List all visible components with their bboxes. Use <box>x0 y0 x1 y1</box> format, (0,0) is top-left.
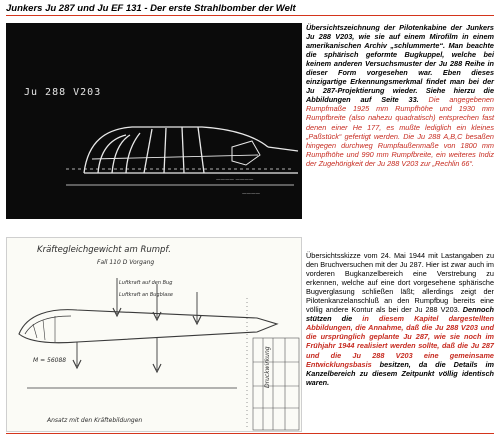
drawing-label: Ju 288 V203 <box>24 87 102 98</box>
microfilm-drawing-image <box>6 23 302 219</box>
header-rule <box>6 15 494 16</box>
caption-lower-plain: Übersichtsskizze vom 24. Mai 1944 mit Lastangaben zu den Bruchversuchen mit der Ju 287. Hier ist zwar auch im vorderen Bugkanzelbereich eine Verstrebung zu erkennen, welche auf eine dort vorgesehene sphärische Bugverglasung schließen läßt; allerdings zeigt der Pilotenkanzelanschluß an den Rumpfbug bereits eine völlig andere Kontur als bei der Ju 288 V203. <box>306 251 494 315</box>
diagram-side-note: Druckwirkung <box>264 346 271 388</box>
caption-upper-bold: Übersichtszeichnung der Pilotenkabine der Junkers Ju 288 V203, wie sie auf einem Mirofilm in einem amerikanischen Archiv „schlummerte“. Man beachte die sphärisch geformte Bugkuppel, welche bei keinem anderen Versuchsmuster der Ju 288 Reihe in dieser Form vorgesehen war. Eben dieses einzigartige Erkennungsmerkmal findet man bei der Ju 287-Projektierung wieder. Siehe hierzu die Abbildungen auf Seite 33. <box>306 23 494 105</box>
svg-text:———— ————: ———— ———— <box>216 178 254 183</box>
diagram-bottom-note: Ansatz mit den Kräftebildungen <box>47 417 143 424</box>
diagram-annotation-2: Luftkraft an Bugblase <box>119 292 173 298</box>
caption-upper-red: Die angegebenen Rumpfmaße 1925 mm Rumpfhöhe und 1930 mm Rumpfbreite (also nahezu quadratisch) entsprechen fast denen einer He 177, es mußte lediglich ein kleines „Paßstück“ gefertigt werden. Die Ju 288 A,B,C besaßen hingegen durchweg Rumpfaußenmaße von 1800 mm Rumpfhöhe und 990 mm Rumpfbreite, ein weiteres Indiz der Zugehörigkeit der Ju 288 V203 zur „Rechlin 66“. <box>306 95 494 168</box>
diagram-subheading: Fall 110 D Vorgang <box>97 259 155 266</box>
footer-rule <box>6 433 494 434</box>
page-subtitle: - Der erste Strahlbomber der Welt <box>141 3 296 14</box>
caption-upper <box>306 23 494 168</box>
caption-lower-bold-lead: Dennoch stützen die <box>306 305 494 324</box>
svg-text:————: ———— <box>242 192 260 197</box>
load-diagram-image <box>6 237 302 432</box>
caption-lower <box>306 251 494 387</box>
diagram-heading: Kräftegleichgewicht am Rumpf. <box>37 245 171 255</box>
diagram-moment-label: M = 56088 <box>33 357 67 364</box>
caption-lower-bold-tail: besitzen, da die Details im Kanzelbereich zu diesem Zeitpunkt völlig identisch waren. <box>306 359 494 387</box>
caption-lower-red: in diesem Kapitel dargestellten Abbildungen, die Annahme, daß die Ju 288 V203 und die ursprünglich geplante Ju 287, wie sie noch im Frühjahr 1944 realisiert werden sollte, daß die Ju 287 und die Ju 288 V203 eine gemeinsame Entwicklungsbasis <box>306 314 494 369</box>
diagram-annotation-1: Luftkraft auf den Bug <box>119 280 173 286</box>
page-title: Junkers Ju 287 und Ju EF 131 <box>6 3 142 14</box>
page-header <box>6 3 494 14</box>
